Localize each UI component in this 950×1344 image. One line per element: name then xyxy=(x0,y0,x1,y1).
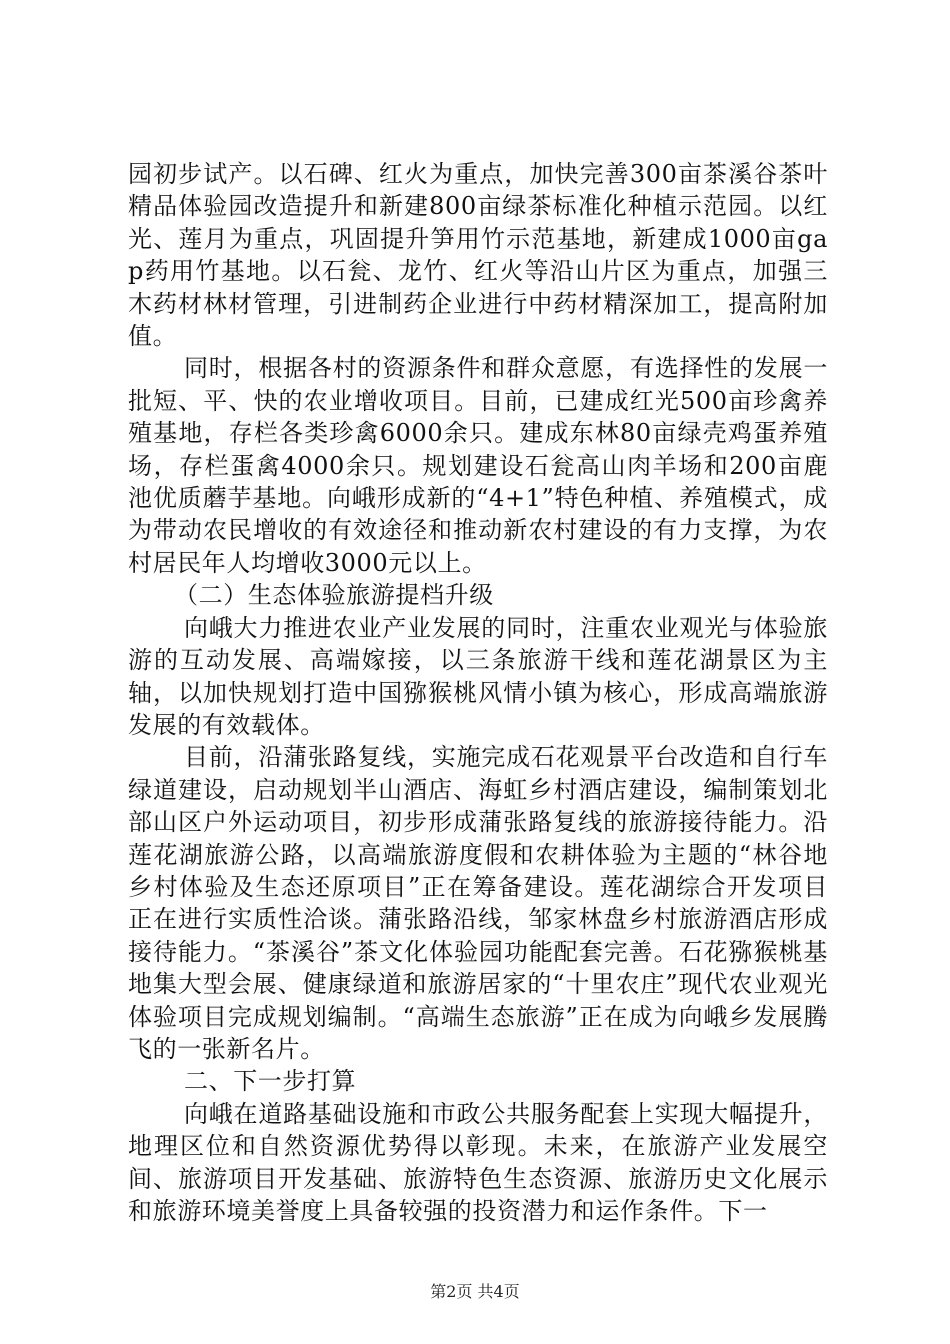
paragraph-current-projects: 目前，沿蒲张路复线，实施完成石花观景平台改造和自行车绿道建设，启动规划半山酒店、海虹乡村酒店建设，编制策划北部山区户外运动项目，初步形成蒲张路复线的旅游接待能力。沿莲花湖旅游公路，以高端旅游度假和农耕体验为主题的“林谷地乡村体验及生态还原项目”正在筹备建设。莲花湖综合开发项目正在进行实质性洽谈。蒲张路沿线，邹家林盘乡村旅游酒店形成接待能力。“茶溪谷”茶文化体验园功能配套完善。石花猕猴桃基地集大型会展、健康绿道和旅游居家的“十里农庄”现代农业观光体验项目完成规划编制。“高端生态旅游”正在成为向峨乡发展腾飞的一张新名片。 xyxy=(128,743,828,1063)
section-heading-next-steps: 二、下一步打算 xyxy=(184,1067,357,1096)
page-number-footer: 第2页 共4页 xyxy=(430,1282,520,1301)
document-body xyxy=(128,158,828,1227)
section-heading-eco-tourism: （二）生态体验旅游提档升级 xyxy=(174,581,494,610)
paragraph-future-plans: 向峨在道路基础设施和市政公共服务配套上实现大幅提升，地理区位和自然资源优势得以彰现。未来，在旅游产业发展空间、旅游项目开发基础、旅游特色生态资源、旅游历史文化展示和旅游环境美誉度上具备较强的投资潜力和运作条件。下一 xyxy=(128,1099,828,1225)
paragraph-tourism-development: 向峨大力推进农业产业发展的同时，注重农业观光与体验旅游的互动发展、高端嫁接，以三条旅游干线和莲花湖景区为主轴，以加快规划打造中国猕猴桃风情小镇为核心，形成高端旅游发展的有效载体。 xyxy=(128,613,828,739)
paragraph-agriculture-projects: 同时，根据各村的资源条件和群众意愿，有选择性的发展一批短、平、快的农业增收项目。目前，已建成红光500亩珍禽养殖基地，存栏各类珍禽6000余只。建成东林80亩绿壳鸡蛋养殖场，存栏蛋禽4000余只。规划建设石瓮高山肉羊场和200亩鹿池优质蘑芋基地。向峨形成新的“4+1”特色种植、养殖模式，成为带动农民增收的有效途径和推动新农村建设的有力支撑，为农村居民年人均增收3000元以上。 xyxy=(128,354,828,577)
paragraph-continued: 园初步试产。以石碑、红火为重点，加快完善300亩茶溪谷茶叶精品体验园改造提升和新建800亩绿茶标准化种植示范园。以红光、莲月为重点，巩固提升笋用竹示范基地，新建成1000亩gap药用竹基地。以石瓮、龙竹、红火等沿山片区为重点，加强三木药材林材管理，引进制药企业进行中药材精深加工，提高附加值。 xyxy=(128,160,828,351)
